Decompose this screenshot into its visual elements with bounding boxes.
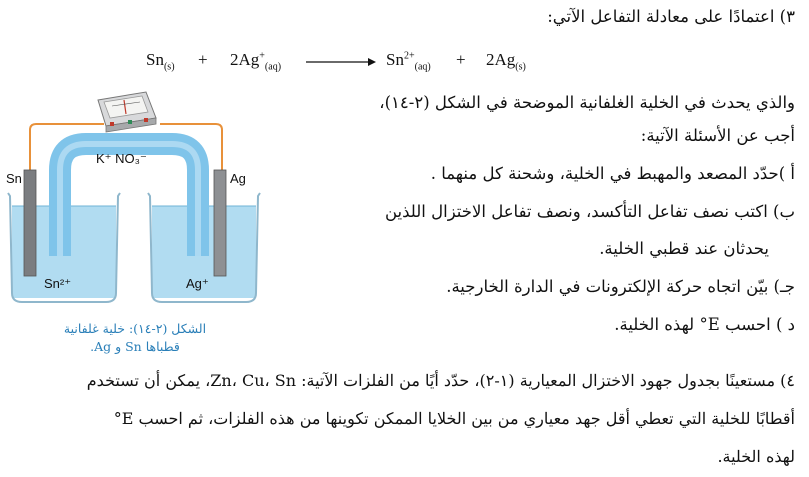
tin-ion-label: Sn²⁺ — [44, 276, 72, 291]
tin-electrode-label: Sn — [6, 171, 22, 186]
question-3-part-b-continued: يحدثان عند قطبي الخلية. — [599, 239, 769, 258]
question-3-part-d: د ) احسب E° لهذه الخلية. — [614, 315, 795, 334]
equation-product-ag: $2Ag_{(s)}$ — [486, 50, 526, 73]
question-3-part-a: أ )حدّد المصعد والمهبط في الخلية، وشحنة كل منهما . — [430, 164, 795, 183]
silver-electrode — [214, 170, 226, 276]
equation-reactant-sn: $Sn_{(s)}$ — [146, 50, 175, 73]
silver-ion-label: Ag⁺ — [186, 276, 209, 291]
voltmeter-icon — [98, 92, 156, 132]
equation-plus: + — [198, 50, 208, 69]
question-3-part-b: ب) اكتب نصف تفاعل التأكسد، ونصف تفاعل الاختزال اللذين — [384, 202, 795, 221]
tin-electrode — [24, 170, 36, 276]
equation-reactant-ag-ion: $2Ag^+_{(aq)}$ — [230, 50, 282, 73]
question-3-instruction: أجب عن الأسئلة الآتية: — [640, 126, 795, 145]
figure-caption-line-1: الشكل (٢-١٤): خلية غلفانية — [63, 321, 207, 336]
galvanic-cell-figure — [0, 78, 270, 318]
equation-product-sn-ion: $Sn^{2+}_{(aq)}$ — [386, 50, 431, 73]
reaction-arrow-icon — [306, 56, 376, 68]
question-3-intro: والذي يحدث في الخلية الغلفانية الموضحة في الشكل (٢-١٤)، — [379, 93, 795, 112]
reaction-equation — [146, 50, 566, 80]
question-4-line-2: أقطابًا للخلية التي تعطي أقل جهد معياري من بين الخلايا الممكن تكوينها من هذه الفلزات، ثم احسب E° — [113, 409, 795, 428]
figure-caption-line-2: قطباها Sn و Ag. — [90, 339, 180, 354]
question-3-heading: ٣) اعتمادًا على معادلة التفاعل الآتي: — [547, 7, 795, 26]
question-4-line-1: ٤) مستعينًا بجدول جهود الاختزال المعيارية (١-٢)، حدّد أيًا من الفلزات الآتية: Zn، Cu، Sn، يمكن أن تستخدم — [86, 371, 795, 390]
question-4-line-3: لهذه الخلية. — [717, 447, 795, 466]
figure-caption — [30, 320, 240, 356]
silver-electrode-label: Ag — [230, 171, 246, 186]
question-3-part-c: جـ) بيّن اتجاه حركة الإلكترونات في الدارة الخارجية. — [446, 277, 795, 296]
equation-plus: + — [456, 50, 466, 69]
salt-bridge-ions-label: K⁺ NO₃⁻ — [96, 151, 147, 166]
